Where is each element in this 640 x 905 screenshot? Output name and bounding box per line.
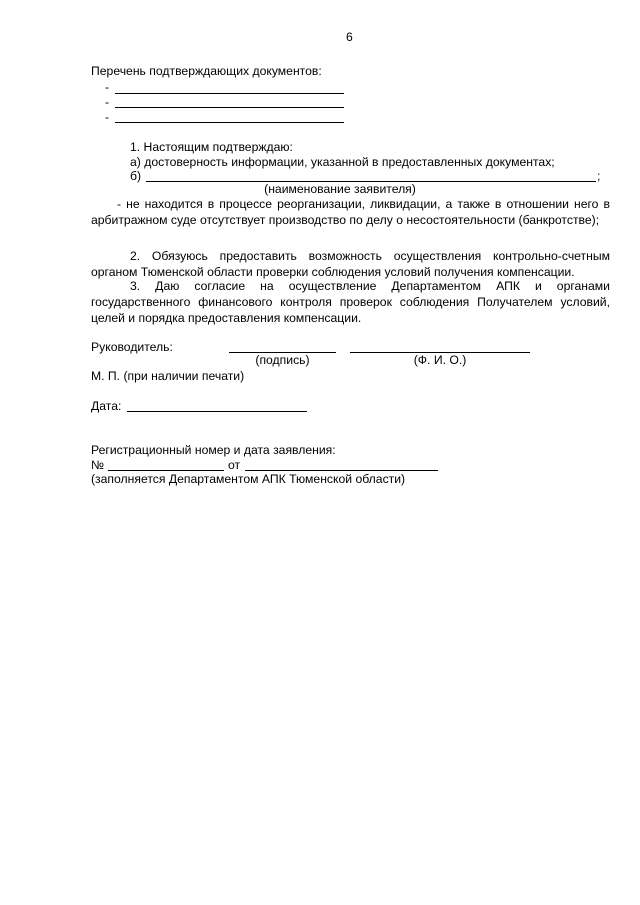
page-number: 6 [346, 30, 353, 44]
head-label: Руководитель: [91, 340, 173, 354]
registration-number-label: № [91, 458, 105, 472]
signature-caption: (подпись) [255, 353, 310, 367]
document-item-blank-line [115, 107, 344, 108]
registration-note: (заполняется Департаментом АПК Тюменской области) [91, 472, 406, 486]
registration-date-line [245, 470, 438, 471]
not-in-process-paragraph [91, 196, 610, 228]
documents-title: Перечень подтверждающих документов: [91, 64, 322, 78]
date-label: Дата: [91, 399, 122, 413]
confirm-item-b-suffix: ; [597, 169, 601, 183]
document-item-bullet: - [105, 110, 110, 124]
confirm-intro: 1. Настоящим подтверждаю: [130, 140, 293, 154]
consent-paragraph [91, 278, 610, 326]
confirm-item-b-prefix: б) [130, 169, 142, 183]
confirm-item-a: а) достоверность информации, указанной в предоставленных документах; [130, 155, 555, 169]
registration-number-line [108, 470, 224, 471]
obligation-paragraph [91, 248, 610, 280]
registration-title: Регистрационный номер и дата заявления: [91, 443, 336, 457]
document-item-blank-line [115, 122, 344, 123]
obligation-text: 2. Обязуюсь предоставить возможность осуществления контрольно-счетным органом Тюменской области проверки соблюдения условий получения компенсации. [91, 249, 610, 279]
consent-text: 3. Даю согласие на осуществление Департаментом АПК и органами государственного финансового контроля проверок соблюдения Получателем условий, целей и порядка предоставления компенсации. [91, 279, 610, 325]
not-in-process-text: - не находится в процессе реорганизации, ликвидации, а также в отношении него в арбитражном суде отсутствует производство по делу о несостоятельности (банкротстве); [91, 197, 610, 227]
date-line [127, 411, 307, 412]
applicant-caption: (наименование заявителя) [264, 182, 416, 196]
document-item-bullet: - [105, 80, 110, 94]
registration-from-label: от [228, 458, 241, 472]
stamp-label: М. П. (при наличии печати) [91, 369, 245, 383]
name-caption: (Ф. И. О.) [413, 353, 467, 367]
document-item-blank-line [115, 93, 344, 94]
document-item-bullet: - [105, 95, 110, 109]
